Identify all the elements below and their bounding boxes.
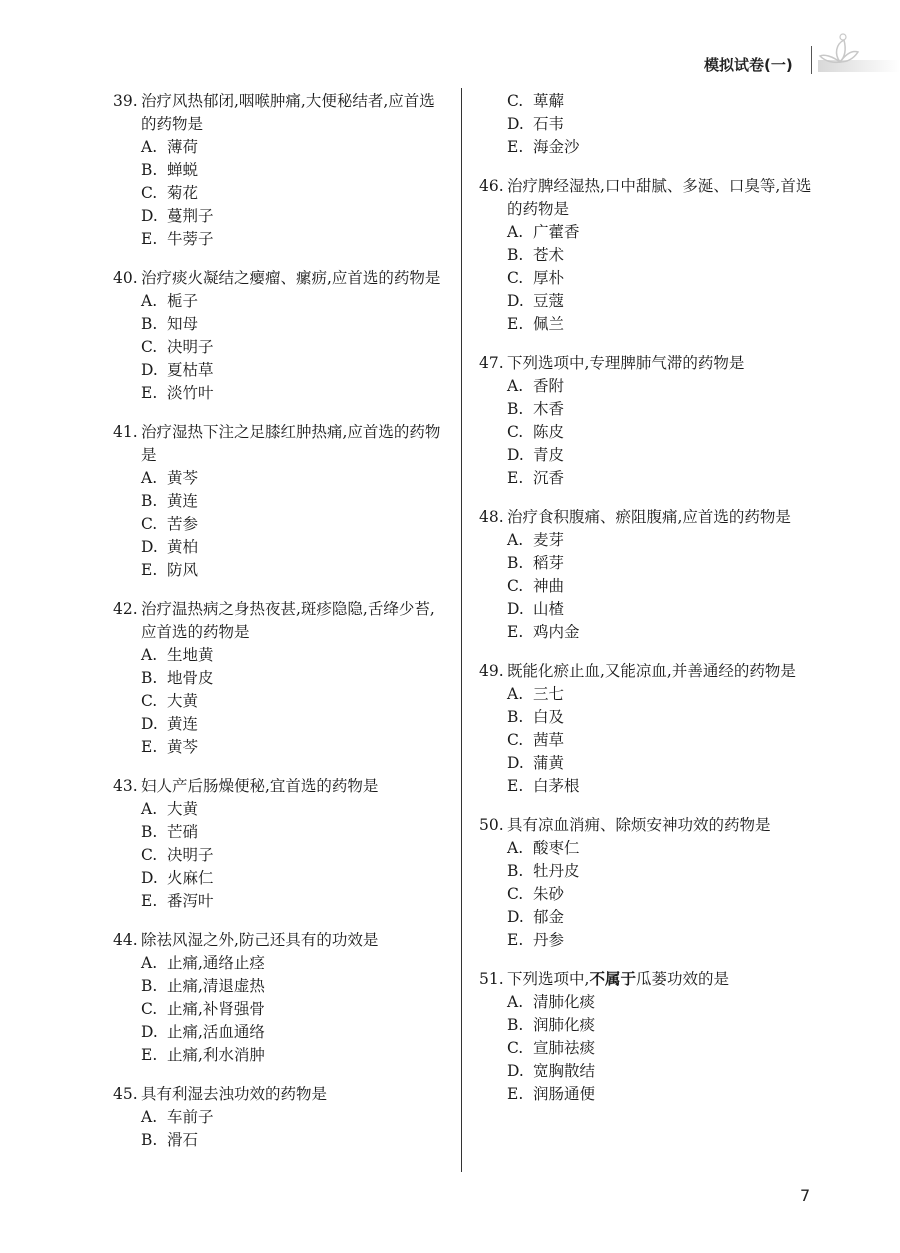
- question-50: [479, 814, 814, 952]
- option-letter: C.: [141, 692, 158, 710]
- option-letter: E.: [507, 315, 524, 333]
- question-stem: [479, 175, 814, 221]
- emphasis-text: 不属于: [589, 970, 636, 988]
- option-text: 宽胸散结: [533, 1062, 596, 1080]
- option-text: 夏枯草: [167, 361, 214, 379]
- option-text: 郁金: [533, 908, 565, 926]
- option-letter: B.: [141, 315, 158, 333]
- question-text: 治疗湿热下注之足膝红肿热痛,应首选的药物是: [141, 423, 441, 464]
- option-text: 厚朴: [533, 269, 565, 287]
- option-text: 决明子: [167, 338, 214, 356]
- question-stem: [113, 90, 448, 136]
- question-stem: [479, 506, 814, 529]
- question-number: 48.: [479, 508, 504, 526]
- option-letter: E.: [141, 892, 158, 910]
- option-text: 芒硝: [167, 823, 199, 841]
- option-text: 萆薢: [533, 92, 565, 110]
- option: [507, 837, 814, 860]
- option: [141, 1044, 448, 1067]
- option-letter: B.: [141, 977, 158, 995]
- option-letter: E.: [507, 469, 524, 487]
- option: [141, 136, 448, 159]
- option-text: 止痛,利水消肿: [167, 1046, 265, 1064]
- option: [141, 644, 448, 667]
- question-number: 39.: [113, 92, 138, 110]
- question-46: [479, 175, 814, 336]
- option-letter: E.: [507, 931, 524, 949]
- question-stem: [113, 267, 448, 290]
- option: [141, 1021, 448, 1044]
- option: [507, 575, 814, 598]
- options-list: [141, 290, 448, 405]
- question-stem: [479, 352, 814, 375]
- option-letter: B.: [141, 669, 158, 687]
- option-text: 润肠通便: [533, 1085, 596, 1103]
- option-text: 苍术: [533, 246, 565, 264]
- option-text: 沉香: [533, 469, 565, 487]
- option-text: 菊花: [167, 184, 199, 202]
- option: [141, 182, 448, 205]
- option-letter: E.: [507, 138, 524, 156]
- option-letter: A.: [141, 138, 158, 156]
- option-letter: A.: [141, 292, 158, 310]
- option-letter: D.: [141, 715, 158, 733]
- option: [141, 205, 448, 228]
- question-43: [113, 775, 448, 913]
- question-text: 下列选项中,专理脾肺气滞的药物是: [507, 354, 745, 372]
- option-letter: B.: [507, 400, 524, 418]
- option-letter: D.: [141, 1023, 158, 1041]
- option: [507, 113, 814, 136]
- question-47: [479, 352, 814, 490]
- question-stem: [479, 968, 814, 991]
- option-text: 宣肺祛痰: [533, 1039, 596, 1057]
- option-text: 海金沙: [533, 138, 580, 156]
- option-text: 青皮: [533, 446, 565, 464]
- option: [507, 1060, 814, 1083]
- question-number: 51.: [479, 970, 504, 988]
- option-text: 防风: [167, 561, 199, 579]
- question-text-part: 下列选项中,: [507, 970, 590, 988]
- option-letter: A.: [141, 469, 158, 487]
- option-text: 佩兰: [533, 315, 565, 333]
- option-letter: C.: [507, 92, 524, 110]
- lotus-logo-icon: [818, 30, 900, 78]
- option: [507, 398, 814, 421]
- option: [141, 713, 448, 736]
- question-text: 既能化瘀止血,又能凉血,并善通经的药物是: [507, 662, 796, 680]
- option-text: 车前子: [167, 1108, 214, 1126]
- option-letter: E.: [141, 738, 158, 756]
- option: [507, 221, 814, 244]
- option: [141, 336, 448, 359]
- option: [507, 90, 814, 113]
- question-text: 具有凉血消痈、除烦安神功效的药物是: [507, 816, 771, 834]
- option: [507, 552, 814, 575]
- option-letter: E.: [141, 384, 158, 402]
- option: [141, 890, 448, 913]
- option: [141, 536, 448, 559]
- column-divider: [461, 88, 462, 1172]
- option-letter: D.: [507, 600, 524, 618]
- question-text: 治疗脾经湿热,口中甜腻、多涎、口臭等,首选的药物是: [507, 177, 812, 218]
- option-text: 木香: [533, 400, 565, 418]
- option-text: 地骨皮: [167, 669, 214, 687]
- option-letter: B.: [141, 1131, 158, 1149]
- option-letter: B.: [141, 823, 158, 841]
- option-text: 神曲: [533, 577, 565, 595]
- option-letter: D.: [141, 538, 158, 556]
- option: [141, 359, 448, 382]
- options-list: [141, 798, 448, 913]
- option-letter: A.: [507, 685, 524, 703]
- option: [507, 860, 814, 883]
- option-letter: E.: [141, 230, 158, 248]
- question-number: 46.: [479, 177, 504, 195]
- option: [507, 444, 814, 467]
- option-letter: E.: [141, 1046, 158, 1064]
- option: [141, 313, 448, 336]
- option-letter: C.: [507, 423, 524, 441]
- question-text: 治疗食积腹痛、瘀阻腹痛,应首选的药物是: [507, 508, 791, 526]
- option: [141, 998, 448, 1021]
- option-letter: D.: [507, 908, 524, 926]
- option: [141, 290, 448, 313]
- options-list: [507, 221, 814, 336]
- option-text: 黄连: [167, 715, 199, 733]
- option-letter: B.: [507, 1016, 524, 1034]
- option-letter: A.: [141, 954, 158, 972]
- option: [141, 559, 448, 582]
- option-text: 稻芽: [533, 554, 565, 572]
- option-text: 白及: [533, 708, 565, 726]
- option: [507, 621, 814, 644]
- option-letter: A.: [507, 839, 524, 857]
- question-number: 44.: [113, 931, 138, 949]
- option-letter: E.: [507, 1085, 524, 1103]
- option-text: 酸枣仁: [533, 839, 580, 857]
- option-text: 决明子: [167, 846, 214, 864]
- option: [507, 375, 814, 398]
- option-letter: B.: [507, 554, 524, 572]
- option-text: 牛蒡子: [167, 230, 214, 248]
- option: [507, 683, 814, 706]
- option: [141, 228, 448, 251]
- question-41: [113, 421, 448, 582]
- question-number: 41.: [113, 423, 138, 441]
- question-44: [113, 929, 448, 1067]
- question-text-part: 瓜蒌功效的是: [635, 970, 729, 988]
- option-letter: A.: [507, 377, 524, 395]
- option-letter: A.: [507, 993, 524, 1011]
- option-text: 蔓荆子: [167, 207, 214, 225]
- option: [141, 975, 448, 998]
- option: [507, 906, 814, 929]
- question-51: [479, 968, 814, 1106]
- question-number: 47.: [479, 354, 504, 372]
- question-stem: [113, 598, 448, 644]
- option-letter: C.: [141, 846, 158, 864]
- option-letter: C.: [507, 731, 524, 749]
- option-letter: C.: [141, 338, 158, 356]
- options-list: [507, 375, 814, 490]
- option: [507, 290, 814, 313]
- question-stem: [113, 775, 448, 798]
- question-45: [113, 1083, 448, 1152]
- option-letter: E.: [507, 777, 524, 795]
- option-text: 黄芩: [167, 738, 199, 756]
- question-number: 42.: [113, 600, 138, 618]
- question-40: [113, 267, 448, 405]
- header-divider: [811, 46, 812, 74]
- question-39: [113, 90, 448, 251]
- option-text: 朱砂: [533, 885, 565, 903]
- option-letter: A.: [141, 800, 158, 818]
- question-49: [479, 660, 814, 798]
- option: [507, 529, 814, 552]
- option-letter: A.: [141, 646, 158, 664]
- option: [507, 244, 814, 267]
- option-text: 石韦: [533, 115, 565, 133]
- option: [141, 667, 448, 690]
- options-list: [507, 837, 814, 952]
- option: [141, 382, 448, 405]
- option-letter: E.: [507, 623, 524, 641]
- option: [141, 867, 448, 890]
- option: [141, 159, 448, 182]
- option: [141, 490, 448, 513]
- option-letter: D.: [507, 446, 524, 464]
- option-letter: C.: [507, 269, 524, 287]
- option-text: 栀子: [167, 292, 199, 310]
- options-list: [141, 1106, 448, 1152]
- option-letter: D.: [141, 361, 158, 379]
- option-text: 三七: [533, 685, 565, 703]
- option-text: 薄荷: [167, 138, 199, 156]
- question-stem: [479, 660, 814, 683]
- option-text: 黄柏: [167, 538, 199, 556]
- option-text: 山楂: [533, 600, 565, 618]
- option-letter: A.: [507, 223, 524, 241]
- options-list: [507, 683, 814, 798]
- option-text: 清肺化痰: [533, 993, 596, 1011]
- option-text: 黄连: [167, 492, 199, 510]
- option: [507, 729, 814, 752]
- option-letter: B.: [507, 862, 524, 880]
- options-list: [141, 644, 448, 759]
- option-letter: D.: [507, 292, 524, 310]
- option: [507, 1083, 814, 1106]
- option: [507, 991, 814, 1014]
- option-letter: C.: [507, 577, 524, 595]
- question-number: 50.: [479, 816, 504, 834]
- question-number: 43.: [113, 777, 138, 795]
- option-text: 苦参: [167, 515, 199, 533]
- question-text: 治疗温热病之身热夜甚,斑疹隐隐,舌绛少苔,应首选的药物是: [141, 600, 435, 641]
- option-text: 黄芩: [167, 469, 199, 487]
- option-text: 麦芽: [533, 531, 565, 549]
- option-text: 生地黄: [167, 646, 214, 664]
- option-letter: C.: [141, 1000, 158, 1018]
- option: [141, 513, 448, 536]
- question-stem: [479, 814, 814, 837]
- option-letter: D.: [507, 1062, 524, 1080]
- question-text: 治疗痰火凝结之瘿瘤、瘰疬,应首选的药物是: [141, 269, 441, 287]
- option-letter: A.: [141, 1108, 158, 1126]
- question-text: 治疗风热郁闭,咽喉肿痛,大便秘结者,应首选的药物是: [141, 92, 435, 133]
- option: [507, 313, 814, 336]
- question-48: [479, 506, 814, 644]
- option: [507, 136, 814, 159]
- question-text: [507, 968, 814, 991]
- question-text: 除祛风湿之外,防己还具有的功效是: [141, 931, 379, 949]
- option: [507, 775, 814, 798]
- option-letter: B.: [141, 161, 158, 179]
- option: [141, 821, 448, 844]
- option-letter: E.: [141, 561, 158, 579]
- option: [507, 598, 814, 621]
- option-text: 止痛,通络止痉: [167, 954, 265, 972]
- option: [507, 1037, 814, 1060]
- option-letter: C.: [141, 515, 158, 533]
- header-title: 模拟试卷(一): [704, 56, 793, 74]
- option-text: 陈皮: [533, 423, 565, 441]
- option-letter: B.: [507, 708, 524, 726]
- option-text: 蝉蜕: [167, 161, 199, 179]
- option-text: 鸡内金: [533, 623, 580, 641]
- option: [141, 736, 448, 759]
- options-list: [507, 529, 814, 644]
- option: [141, 467, 448, 490]
- option: [507, 467, 814, 490]
- option: [141, 798, 448, 821]
- question-number: 40.: [113, 269, 138, 287]
- option: [141, 952, 448, 975]
- option-text: 止痛,活血通络: [167, 1023, 265, 1041]
- option-text: 牡丹皮: [533, 862, 580, 880]
- question-stem: [113, 929, 448, 952]
- option: [507, 267, 814, 290]
- option-letter: D.: [141, 869, 158, 887]
- option: [507, 421, 814, 444]
- option-text: 滑石: [167, 1131, 199, 1149]
- options-list: [141, 952, 448, 1067]
- option-letter: D.: [141, 207, 158, 225]
- page-number: 7: [800, 1186, 811, 1205]
- option-letter: C.: [141, 184, 158, 202]
- option: [507, 929, 814, 952]
- option-text: 大黄: [167, 692, 199, 710]
- option: [141, 1129, 448, 1152]
- option: [141, 844, 448, 867]
- option: [141, 690, 448, 713]
- question-text: 具有利湿去浊功效的药物是: [141, 1085, 328, 1103]
- options-list: [141, 136, 448, 251]
- option-text: 润肺化痰: [533, 1016, 596, 1034]
- option-text: 淡竹叶: [167, 384, 214, 402]
- option-letter: C.: [507, 1039, 524, 1057]
- option: [507, 752, 814, 775]
- option: [507, 883, 814, 906]
- question-number: 45.: [113, 1085, 138, 1103]
- question-stem: [113, 1083, 448, 1106]
- option: [507, 706, 814, 729]
- question-number: 49.: [479, 662, 504, 680]
- option-text: 大黄: [167, 800, 199, 818]
- option: [507, 1014, 814, 1037]
- right-column: [479, 90, 814, 1122]
- option-text: 茜草: [533, 731, 565, 749]
- option-text: 广藿香: [533, 223, 580, 241]
- q45-continued-options: [507, 90, 814, 159]
- option-letter: C.: [507, 885, 524, 903]
- option-text: 蒲黄: [533, 754, 565, 772]
- option-text: 番泻叶: [167, 892, 214, 910]
- option-letter: B.: [141, 492, 158, 510]
- question-text: 妇人产后肠燥便秘,宜首选的药物是: [141, 777, 379, 795]
- option-text: 香附: [533, 377, 565, 395]
- option-text: 豆蔻: [533, 292, 565, 310]
- question-42: [113, 598, 448, 759]
- question-stem: [113, 421, 448, 467]
- option-text: 火麻仁: [167, 869, 214, 887]
- options-list: [141, 467, 448, 582]
- option-text: 止痛,补肾强骨: [167, 1000, 265, 1018]
- option-text: 白茅根: [533, 777, 580, 795]
- option-letter: D.: [507, 115, 524, 133]
- option-text: 止痛,清退虚热: [167, 977, 265, 995]
- option-text: 丹参: [533, 931, 565, 949]
- option-letter: D.: [507, 754, 524, 772]
- option: [141, 1106, 448, 1129]
- left-column: [113, 90, 448, 1168]
- options-list: [507, 991, 814, 1106]
- option-text: 知母: [167, 315, 199, 333]
- option-letter: A.: [507, 531, 524, 549]
- option-letter: B.: [507, 246, 524, 264]
